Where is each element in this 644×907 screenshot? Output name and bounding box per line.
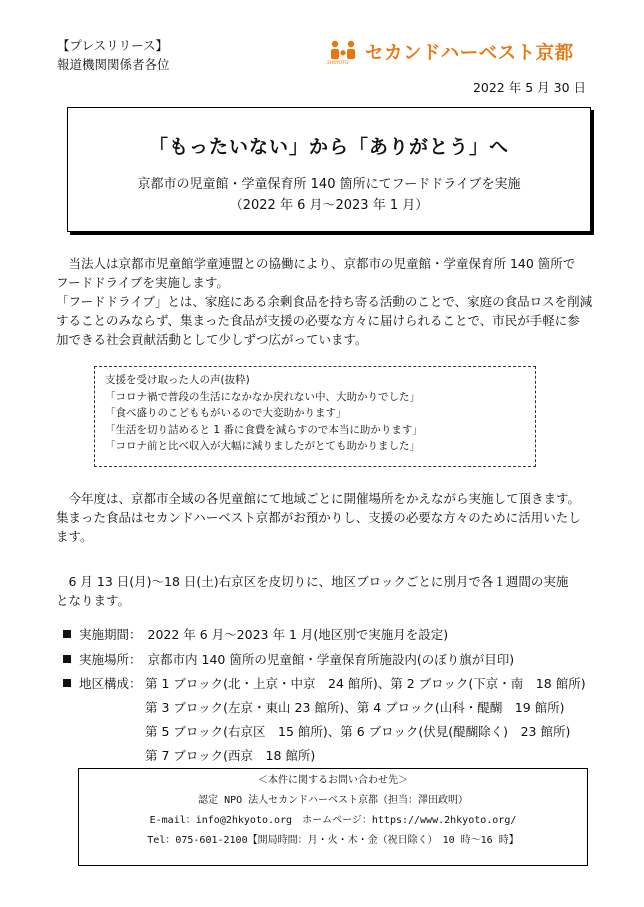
schedule-line: となります。 xyxy=(56,593,131,608)
logo-mark-icon xyxy=(327,38,359,66)
schedule-paragraph xyxy=(56,572,596,610)
brand-logo xyxy=(327,38,574,66)
block-line: 第 7 ブロック(西京 18 館所) xyxy=(145,748,316,763)
contact-box xyxy=(78,768,588,866)
intro-line: 加できる社会貢献活動として少しずつ広がっています。 xyxy=(56,332,368,347)
this-year-line: ます。 xyxy=(56,529,93,544)
block-line: 第 3 ブロック(左京・東山 23 館所)、第 4 ブロック(山科・醍醐 19 館所) xyxy=(145,700,565,715)
intro-line: フードドライブを実施します。 xyxy=(56,275,229,290)
block-line: 第 1 ブロック(北・上京・中京 24 館所)、第 2 ブロック(下京・南 18 館所) xyxy=(145,676,586,691)
logo-small-text: 2HKYOTO xyxy=(327,61,349,66)
voice-item: 「コロナ前と比べ収入が大幅に減りましたがとても助かりました」 xyxy=(105,440,420,453)
bullet-square-icon xyxy=(63,655,71,663)
voice-item: 「コロナ禍で普段の生活になかなか戻れない中、大助かりでした」 xyxy=(105,390,420,403)
bullet-square-icon xyxy=(63,630,71,638)
this-year-line: 集まった食品はセカンドハーベスト京都がお預かりし、支援の必要な方々のために活用いたし xyxy=(56,510,581,525)
voices-box xyxy=(94,366,536,467)
subtitle-period: （2022 年 6 月～2023 年 1 月） xyxy=(229,198,429,213)
contact-org: 認定 NPO 法人セカンドハーベスト京都（担当：澤田政明） xyxy=(198,795,468,806)
bullet-square-icon xyxy=(63,679,71,687)
title-box xyxy=(67,107,591,232)
voice-item: 「生活を切り詰めると 1 番に食費を減らすので本当に助かります」 xyxy=(105,423,423,436)
detail-place xyxy=(63,652,514,668)
detail-area xyxy=(63,676,142,692)
schedule-line: 6 月 13 日(月)～18 日(土)右京区を皮切りに、地区ブロックごとに別月で各１週間の実施 xyxy=(56,574,569,589)
intro-line: することのみならず、集まった食品が支援の必要な方々に届けられることで、市民が手軽に参 xyxy=(56,313,580,328)
detail-period xyxy=(63,627,448,643)
detail-place-value: 京都市内 140 箇所の児童館・学童保育所施設内(のぼり旗が目印) xyxy=(147,652,515,667)
block-line: 第 5 ブロック(右京区 15 館所)、第 6 ブロック(伏見(醍醐除く) 23 館所) xyxy=(145,724,571,739)
page-title: 「もったいない」から「ありがとう」へ xyxy=(148,136,509,158)
contact-heading: ＜本件に関するお問い合わせ先＞ xyxy=(258,775,408,786)
detail-period-value: 2022 年 6 月～2023 年 1 月(地区別で実施月を設定) xyxy=(147,627,449,642)
subtitle: 京都市の児童館・学童保育所 140 箇所にてフードドライブを実施 xyxy=(137,177,521,192)
voices-heading: 支援を受け取った人の声(抜粋) xyxy=(105,374,250,386)
press-release-label: 【プレスリリース】 xyxy=(57,38,169,53)
contact-email-web: E-mail：info@2hkyoto.org ホームページ：https://www.2hkyoto.org/ xyxy=(149,815,517,826)
this-year-paragraph xyxy=(56,489,596,546)
contact-tel: Tel：075-601-2100【開局時間：月・火・木・金（祝日除く） 10 時～16 時】 xyxy=(147,835,519,846)
logo-text: セカンドハーベスト京都 xyxy=(365,43,574,64)
intro-line: 「フードドライブ」とは、家庭にある余剰食品を持ち寄る活動のことで、家庭の食品ロスを削減 xyxy=(56,294,593,309)
detail-place-label: 実施場所： xyxy=(79,652,142,667)
recipients-label: 報道機関関係者各位 xyxy=(57,57,170,72)
intro-line: 当法人は京都市児童館学童連盟との協働により、京都市の児童館・学童保育所 140 箇所で xyxy=(56,256,576,271)
detail-period-label: 実施期間： xyxy=(79,627,142,642)
voice-item: 「食べ盛りのこどももがいるので大変助かります」 xyxy=(105,407,347,420)
detail-area-label: 地区構成： xyxy=(79,676,142,691)
this-year-line: 今年度は、京都市全域の各児童館にて地域ごとに開催場所をかえながら実施して頂きます。 xyxy=(56,491,581,506)
release-date: 2022 年 5 月 30 日 xyxy=(472,80,586,95)
intro-paragraph xyxy=(56,254,596,349)
